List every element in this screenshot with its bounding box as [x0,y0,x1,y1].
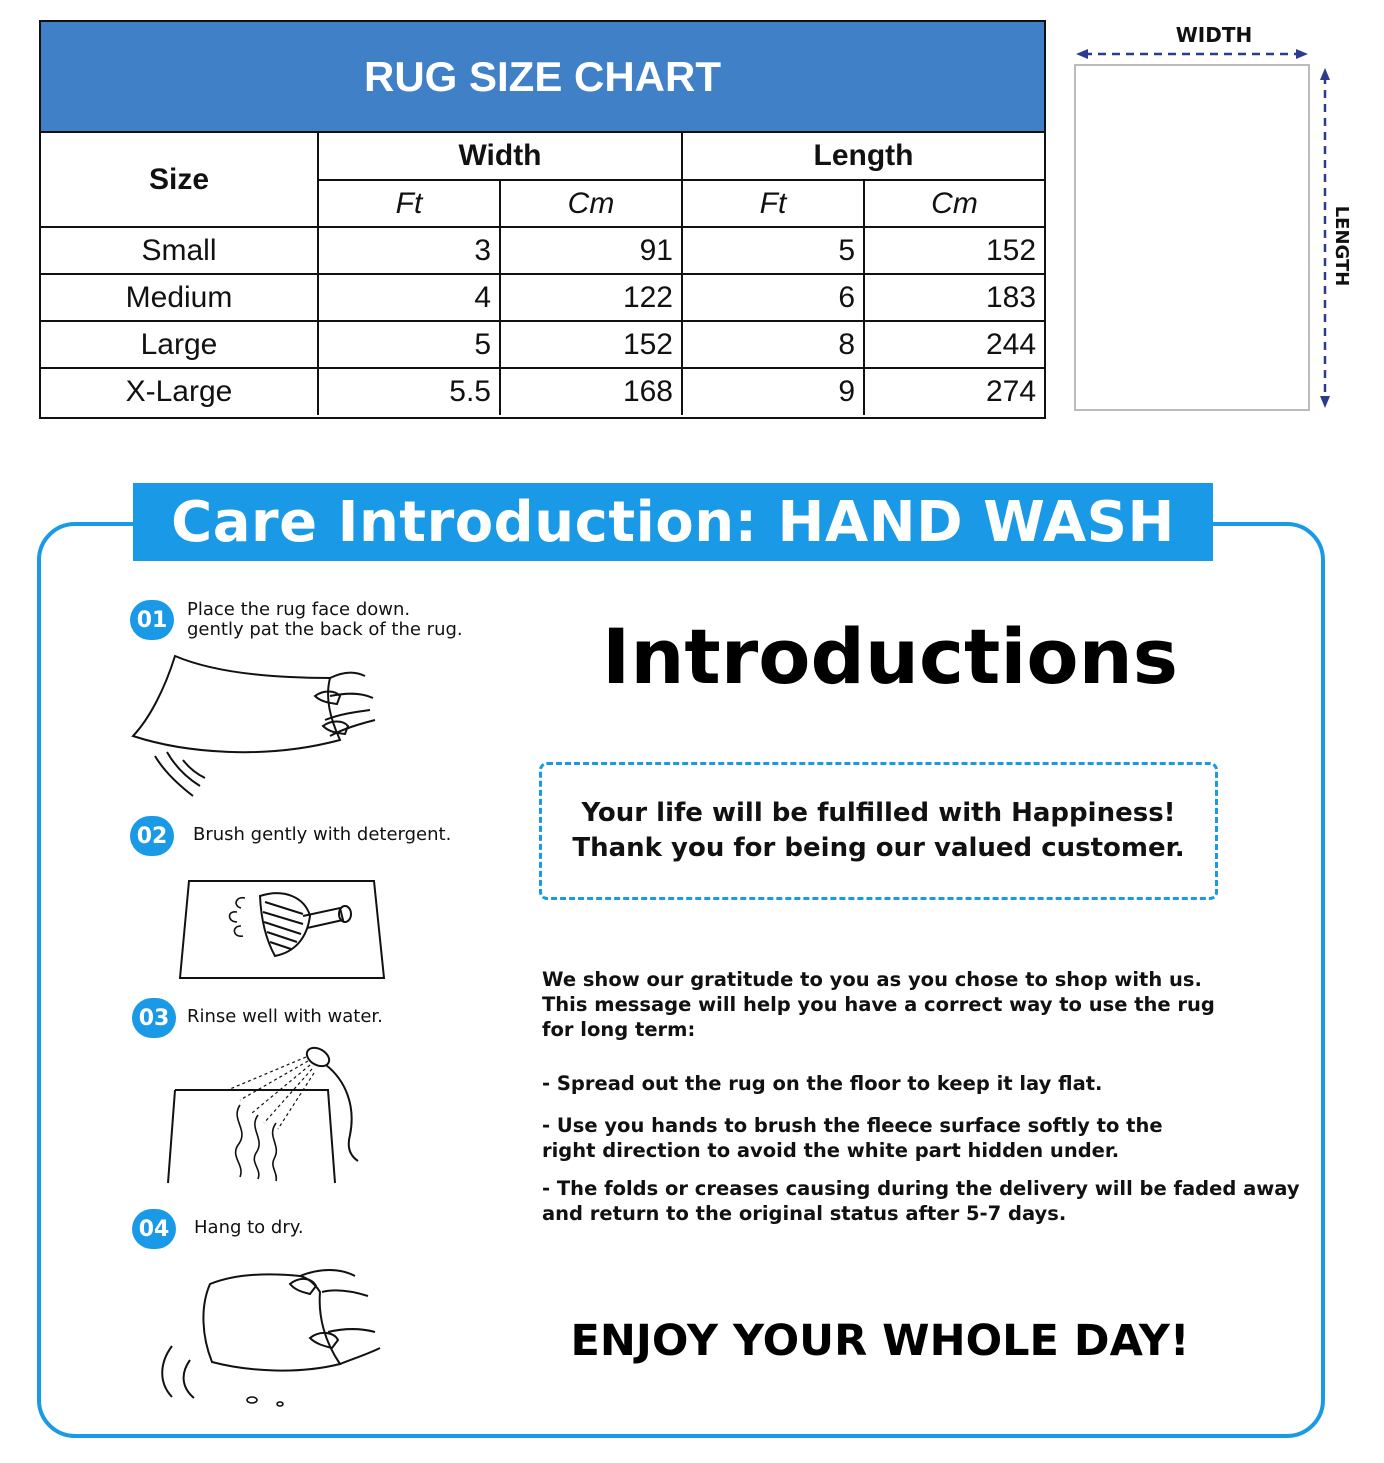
step-02-badge: 02 [130,816,174,856]
header-length-ft: Ft [682,180,864,227]
length-ft: 8 [682,321,864,368]
table-row [41,321,1044,368]
width-ft: 4 [318,274,500,321]
table-row [41,274,1044,321]
size-name: X-Large [41,368,318,415]
header-length: Length [682,133,1044,180]
step-01-badge: 01 [130,600,174,640]
header-size: Size [41,133,318,227]
width-arrow-right-icon [1296,49,1308,59]
intro-title: Introductions [602,612,1178,701]
rug-size-chart [39,20,1046,419]
size-name: Small [41,227,318,274]
tip-item [542,1176,1300,1226]
tip-line: right direction to avoid the white part hidden under. [542,1139,1120,1162]
width-ft: 5.5 [318,368,500,415]
size-name: Medium [41,274,318,321]
step-03-line: Rinse well with water. [187,1006,383,1027]
width-ft: 3 [318,227,500,274]
step-03-badge: 03 [132,998,176,1038]
step-01-line: Place the rug face down. [187,599,411,620]
length-arrow-down-icon [1320,396,1330,408]
tip-item [542,1071,1282,1096]
step-01-line: gently pat the back of the rug. [187,619,463,640]
tip-line: and return to the original status after 5-7 days. [542,1202,1067,1225]
tip-line: - The folds or creases causing during the delivery will be faded away [542,1177,1300,1200]
step-02-text [193,825,451,845]
gratitude-line: We show our gratitude to you as you chose to shop with us. [542,968,1202,991]
width-cm: 152 [500,321,682,368]
size-table [41,133,1044,415]
hang-dry-illustration [150,1262,385,1412]
gratitude-paragraph [542,967,1282,1042]
length-cm: 244 [864,321,1044,368]
step-04-badge: 04 [132,1209,176,1249]
length-arrow-up-icon [1320,68,1330,80]
gratitude-line: This message will help you have a correct way to use the rug [542,993,1215,1016]
width-cm: 91 [500,227,682,274]
width-cm: 168 [500,368,682,415]
header-width: Width [318,133,682,180]
step-02-line: Brush gently with detergent. [193,824,452,845]
rug-pat-illustration [125,648,395,803]
header-width-cm: Cm [500,180,682,227]
width-label: WIDTH [1175,23,1253,47]
thank-you-box [539,762,1218,900]
rug-dimension-diagram [1060,10,1380,430]
width-arrow-left-icon [1076,49,1088,59]
length-cm: 152 [864,227,1044,274]
chart-title: RUG SIZE CHART [41,22,1044,133]
message-line: Your life will be fulfilled with Happiness! [581,798,1176,828]
length-label: LENGTH [1331,205,1352,287]
header-length-cm: Cm [864,180,1044,227]
length-ft: 5 [682,227,864,274]
table-row [41,227,1044,274]
tip-item [542,1113,1282,1163]
step-01-text [187,600,463,640]
rinse-illustration [160,1045,365,1185]
step-03-text [187,1007,383,1027]
rug-outline [1075,65,1309,410]
header-width-ft: Ft [318,180,500,227]
length-cm: 274 [864,368,1044,415]
length-cm: 183 [864,274,1044,321]
length-ft: 9 [682,368,864,415]
step-04-text [194,1218,304,1238]
step-04-line: Hang to dry. [194,1217,304,1238]
length-ft: 6 [682,274,864,321]
gratitude-line: for long term: [542,1018,696,1041]
tip-line: - Use you hands to brush the fleece surface softly to the [542,1114,1163,1137]
size-name: Large [41,321,318,368]
width-ft: 5 [318,321,500,368]
table-row [41,368,1044,415]
care-banner: Care Introduction: HAND WASH [133,483,1213,561]
brush-illustration [175,876,390,984]
width-cm: 122 [500,274,682,321]
message-line: Thank you for being our valued customer. [572,833,1185,863]
closing-message: ENJOY YOUR WHOLE DAY! [570,1316,1190,1366]
tip-line: - Spread out the rug on the floor to keep it lay flat. [542,1072,1103,1095]
